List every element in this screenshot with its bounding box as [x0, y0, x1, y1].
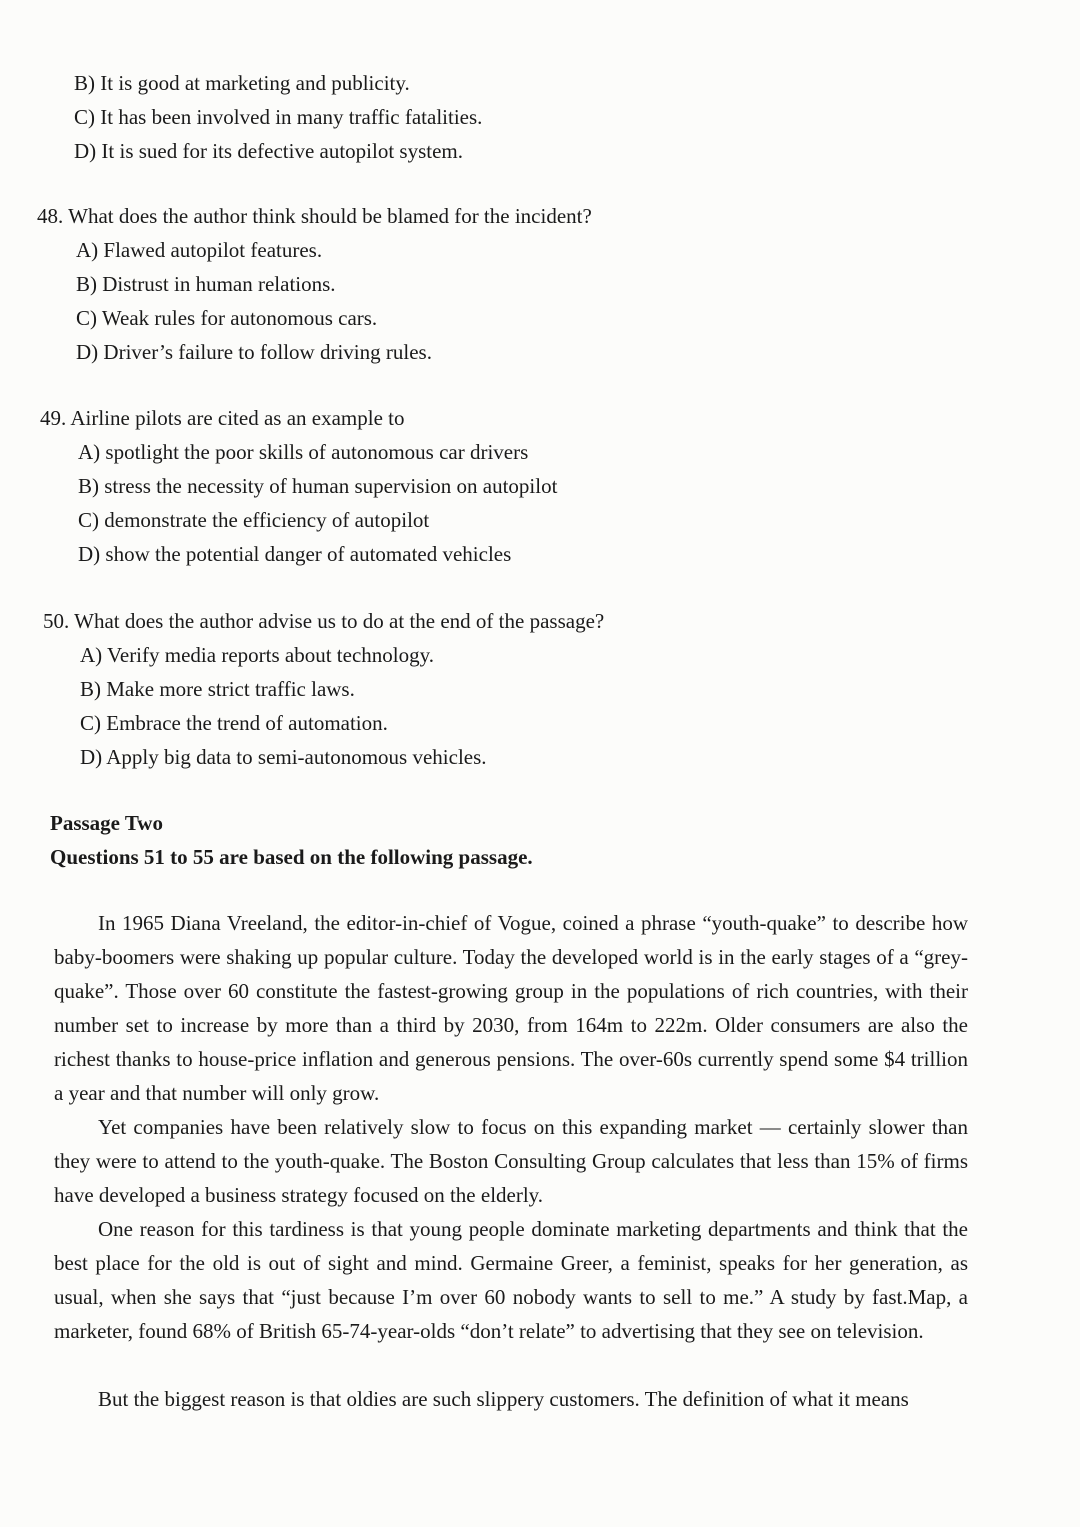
passage-paragraph-4: But the biggest reason is that oldies are such slippery customers. The definition of what it means — [98, 1387, 909, 1411]
passage-paragraph-2: Yet companies have been relatively slow to focus on this expanding market — certainly slower than they were to attend to the youth-quake. The Boston Consulting Group calculates that less than 15% of firms have developed a business strategy focused on the elderly. — [54, 1115, 968, 1207]
q49-option-a: A) spotlight the poor skills of autonomous car drivers — [78, 440, 529, 464]
q50-question: 50. What does the author advise us to do at the end of the passage? — [43, 609, 605, 633]
q48-option-b: B) Distrust in human relations. — [76, 272, 336, 296]
passage-title: Passage Two — [50, 811, 163, 835]
q49-option-b: B) stress the necessity of human supervision on autopilot — [78, 474, 558, 498]
q50-option-a: A) Verify media reports about technology. — [80, 643, 434, 667]
passage-subtitle: Questions 51 to 55 are based on the following passage. — [50, 845, 533, 869]
q47-option-b: B) It is good at marketing and publicity. — [74, 71, 410, 95]
q50-option-d: D) Apply big data to semi-autonomous vehicles. — [80, 745, 487, 769]
q48-question: 48. What does the author think should be blamed for the incident? — [37, 204, 592, 228]
passage-paragraph-1: In 1965 Diana Vreeland, the editor-in-chief of Vogue, coined a phrase “youth-quake” to describe how baby-boomers were shaking up popular culture. Today the developed world is in the early stages of a “grey-quake”. Those over 60 constitute the fastest-growing group in the populations of rich countries, with their number set to increase by more than a third by 2030, from 164m to 222m. Older consumers are also the richest thanks to house-price inflation and generous pensions. The over-60s currently spend some $4 trillion a year and that number will only grow. — [54, 911, 968, 1105]
q48-option-d: D) Driver’s failure to follow driving rules. — [76, 340, 432, 364]
q49-option-c: C) demonstrate the efficiency of autopilot — [78, 508, 430, 532]
q47-option-c: C) It has been involved in many traffic fatalities. — [74, 105, 483, 129]
q49-option-d: D) show the potential danger of automated vehicles — [78, 542, 512, 566]
q47-option-d: D) It is sued for its defective autopilot system. — [74, 139, 464, 163]
q50-option-c: C) Embrace the trend of automation. — [80, 711, 388, 735]
q48-option-a: A) Flawed autopilot features. — [76, 238, 323, 262]
passage-paragraph-3: One reason for this tardiness is that young people dominate marketing departments and think that the best place for the old is out of sight and mind. Germaine Greer, a feminist, speaks for her generation, as usual, when she says that “just because I’m over 60 nobody wants to sell to me.” A study by fast.Map, a marketer, found 68% of British 65-74-year-olds “don’t relate” to advertising that they see on television. — [54, 1217, 968, 1343]
q50-option-b: B) Make more strict traffic laws. — [80, 677, 355, 701]
q48-option-c: C) Weak rules for autonomous cars. — [76, 306, 378, 330]
q49-question: 49. Airline pilots are cited as an example to — [40, 406, 405, 430]
